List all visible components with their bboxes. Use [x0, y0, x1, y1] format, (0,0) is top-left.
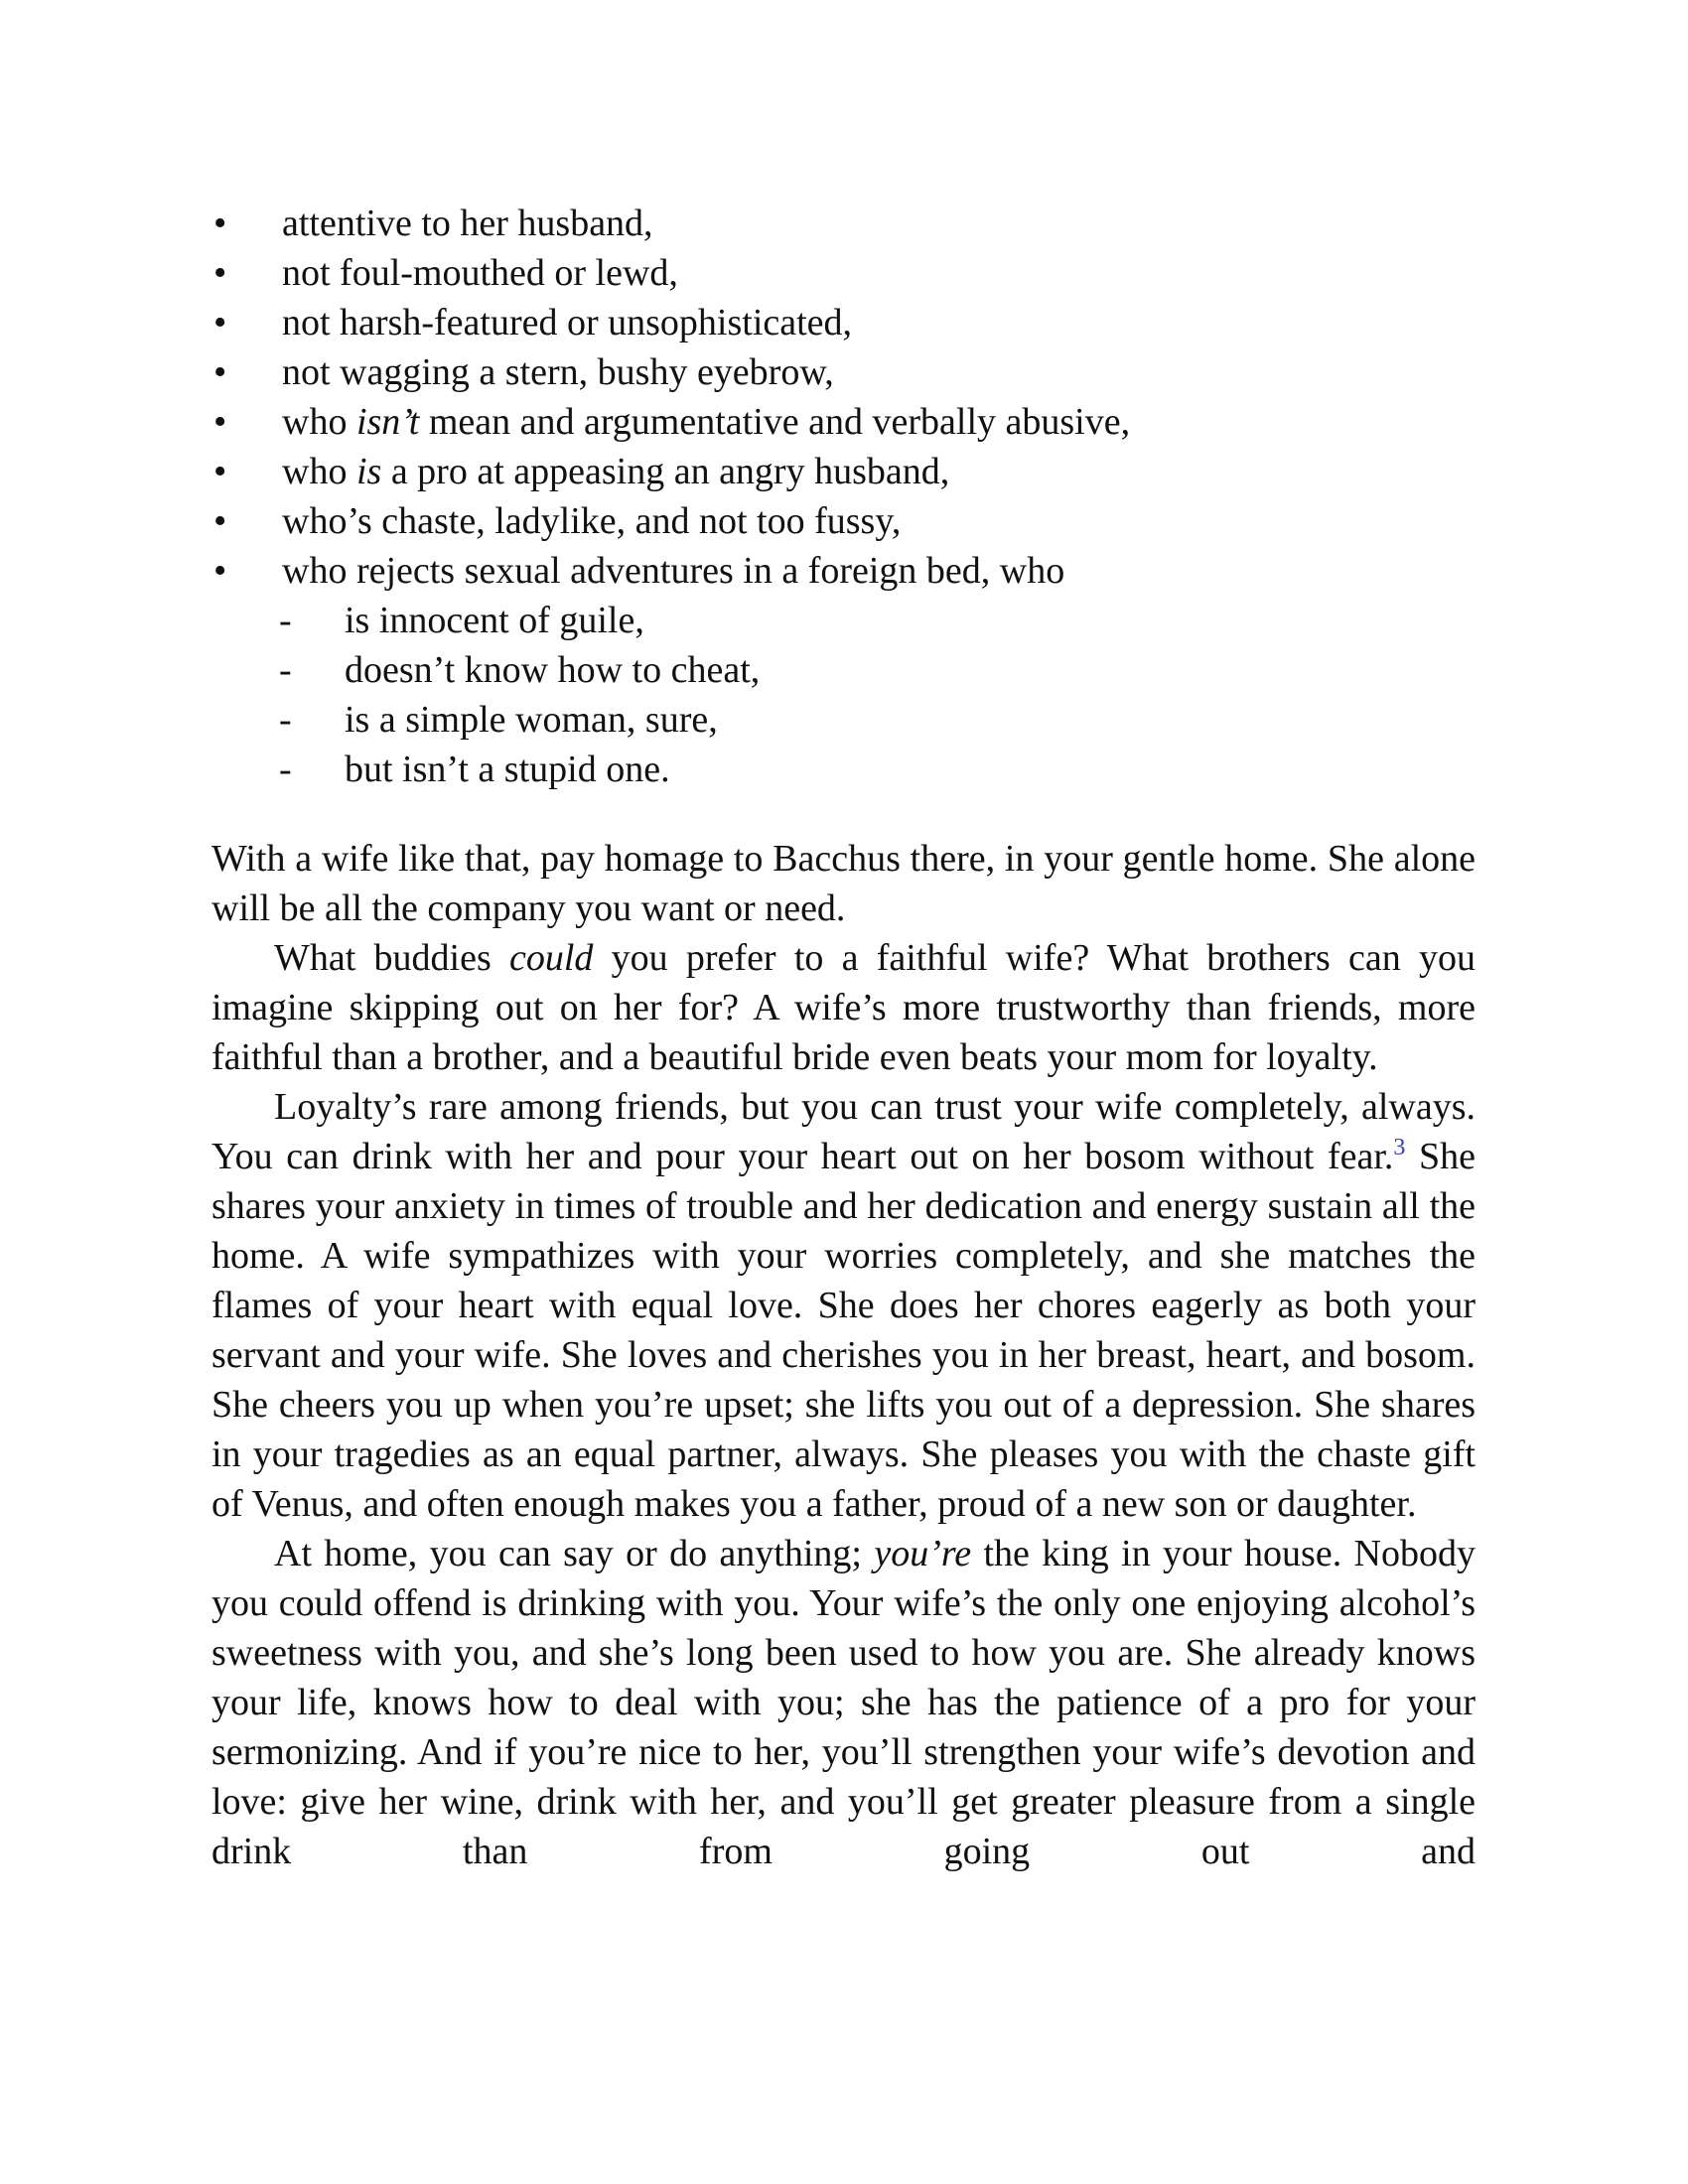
bullet-marker: • [213, 550, 227, 592]
body-paragraph [211, 1082, 1476, 1529]
paragraph-text: At home, you can say or do anything; [274, 1533, 875, 1574]
list-item-text: who [282, 451, 356, 492]
list-item [211, 248, 1476, 298]
emphasis-text: isn’t [355, 401, 420, 443]
emphasis-text: you’re [874, 1533, 972, 1574]
list-item-text: who rejects sexual adventures in a foreign bed, who [282, 550, 1065, 592]
document-page [211, 199, 1476, 1876]
list-item-text: not foul-mouthed or lewd, [282, 252, 678, 294]
dash-marker: - [279, 649, 292, 691]
sublist-item [211, 745, 1476, 794]
list-item [211, 298, 1476, 347]
list-item-text: mean and argumentative and verbally abusive, [419, 401, 1131, 443]
paragraph-text: you prefer to a faithful wife? What brothers can you imagine skipping out on her for? A wife’s more trustworthy than friends, more faithful than a brother, and a beautiful bride even beats your mom for loyalty. [211, 937, 1476, 1078]
list-item [211, 546, 1476, 596]
body-paragraph [211, 933, 1476, 1082]
paragraph-text: the king in your house. Nobody you could offend is drinking with you. Your wife’s the only one enjoying alcohol’s sweetness with you, and she’s long been used to how you are. She already knows your life, knows how to deal with you; she has the patience of a pro for your sermonizing. And if you’re nice to her, you’ll strengthen your wife’s devotion and love: give her wine, drink with her, and you’ll get greater pleasure from a single drink than from going out and [211, 1533, 1476, 1872]
dash-marker: - [279, 749, 292, 790]
paragraph-text: With a wife like that, pay homage to Bacchus there, in your gentle home. She alone will be all the company you want or need. [211, 838, 1476, 929]
bullet-list [211, 199, 1476, 596]
list-item [211, 496, 1476, 546]
body-paragraph [211, 834, 1476, 933]
bullet-marker: • [213, 451, 227, 492]
bullet-marker: • [213, 252, 227, 294]
paragraph-text: What buddies [274, 937, 509, 979]
sublist-item-text: doesn’t know how to cheat, [345, 649, 761, 691]
sublist-item-text: is a simple woman, sure, [345, 699, 718, 741]
footnote-link[interactable]: 3 [1393, 1135, 1406, 1160]
list-item [211, 199, 1476, 248]
list-item [211, 347, 1476, 397]
list-item-text: not wagging a stern, bushy eyebrow, [282, 351, 834, 393]
bullet-marker: • [213, 401, 227, 443]
bullet-marker: • [213, 203, 227, 244]
sublist-item [211, 645, 1476, 695]
body-paragraph [211, 1529, 1476, 1876]
list-item-text: who [282, 401, 356, 443]
emphasis-text: could [508, 937, 594, 979]
dash-marker: - [279, 699, 292, 741]
list-item-text: attentive to her husband, [282, 203, 653, 244]
paragraph-text: Loyalty’s rare among friends, but you can trust your wife completely, always. You can drink with her and pour your heart out on her bosom without fear. [211, 1086, 1476, 1177]
bullet-marker: • [213, 500, 227, 542]
sublist-item-text: but isn’t a stupid one. [345, 749, 670, 790]
list-item [211, 447, 1476, 496]
list-item-text: who’s chaste, ladylike, and not too fussy, [282, 500, 902, 542]
list-item-text: not harsh-featured or unsophisticated, [282, 302, 853, 343]
list-item-text: a pro at appeasing an angry husband, [381, 451, 950, 492]
dash-sublist [211, 596, 1476, 794]
bullet-marker: • [213, 302, 227, 343]
dash-marker: - [279, 600, 292, 641]
sublist-item-text: is innocent of guile, [345, 600, 644, 641]
paragraph-text: She shares your anxiety in times of trouble and her dedication and energy sustain all the home. A wife sympathizes with your worries completely, and she matches the flames of your heart with equal love. She does her chores eagerly as both your servant and your wife. She loves and cherishes you in her breast, heart, and bosom. She cheers you up when you’re upset; she lifts you out of a depression. She shares in your tragedies as an equal partner, always. She pleases you with the chaste gift of Venus, and often enough makes you a father, proud of a new son or daughter. [211, 1136, 1477, 1525]
sublist-item [211, 596, 1476, 645]
bullet-marker: • [213, 351, 227, 393]
sublist-item [211, 695, 1476, 745]
emphasis-text: is [355, 451, 382, 492]
list-item [211, 397, 1476, 447]
